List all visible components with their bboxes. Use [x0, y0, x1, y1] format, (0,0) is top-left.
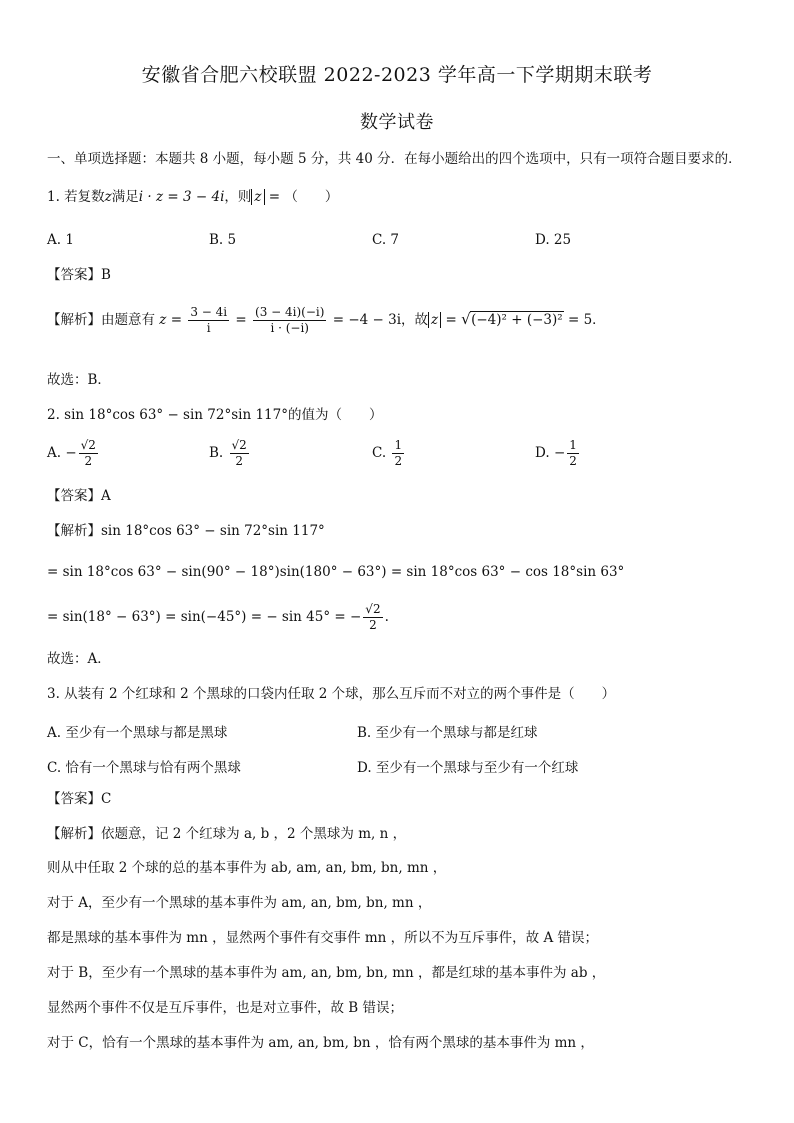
q1-analysis-label: 【解析】由题意有 [47, 312, 155, 328]
q2-option-a-label: A. [47, 445, 62, 461]
q2-option-b-label: B. [209, 445, 224, 461]
q1-stem-b: 满足 [111, 189, 139, 205]
q1-abs-z: z [428, 312, 441, 328]
q2-analysis-3-end: . [384, 609, 389, 625]
q3-analysis-line-2: 则从中任取 2 个球的总的基本事件为 ab, am, an, bm, bn, mn ， [47, 860, 447, 876]
q1-sqrt-body: (−4)² + (−3)² [471, 312, 563, 328]
q2-option-c-den: 2 [394, 454, 403, 468]
q2-stem: 2. sin 18°cos 63° − sin 72°sin 117°的值为（ ） [47, 407, 383, 423]
q3-analysis-line-7: 对于 C，恰有一个黑球的基本事件为 am, an, bm, bn ，恰有两个黑球的基本事件为 mn ， [47, 1035, 594, 1051]
q3-analysis-line-6: 显然两个事件不仅是互斥事件，也是对立事件，故 B 错误； [47, 1000, 404, 1016]
q1-fraction-2 [253, 305, 326, 336]
q1-eq2: = −4 − 3i，故 [332, 312, 429, 328]
q1-stem-c: ，则 [224, 189, 252, 205]
radical-icon: √ [461, 310, 471, 328]
document-title: 安徽省合肥六校联盟 2022-2023 学年高一下学期期末联考 [141, 64, 653, 86]
q3-analysis-line-4: 都是黑球的基本事件为 mn ，显然两个事件有交事件 mn ，所以不为互斥事件，故 A 错误； [47, 930, 598, 946]
q1-analysis [47, 305, 606, 336]
q2-option-c-fraction [392, 438, 404, 469]
q2-option-b-fraction [230, 438, 249, 469]
q1-f2-num: (3 − 4i)(−i) [255, 305, 325, 319]
q2-option-d-den: 2 [569, 454, 577, 468]
document-subtitle: 数学试卷 [360, 112, 434, 133]
q2-analysis-3-fraction [363, 602, 382, 633]
q1-fraction-1 [188, 305, 229, 336]
q1-stem-a: 1. 若复数 [47, 189, 105, 205]
q3-analysis-line-5: 对于 B，至少有一个黑球的基本事件为 am, an, bm, bn, mn ，都是红球的基本事件为 ab ， [47, 965, 606, 981]
q2-analysis-3 [47, 602, 389, 633]
q3-option-d: D. 至少有一个黑球与至少有一个红球 [357, 760, 579, 776]
q1-option-c: C. 7 [372, 232, 400, 248]
q1-eq4: = 5． [567, 312, 606, 328]
q1-z: z = [159, 312, 183, 328]
q2-answer: 【答案】A [47, 488, 111, 504]
q3-option-a: A. 至少有一个黑球与都是黑球 [47, 725, 228, 741]
q2-option-a [47, 438, 100, 469]
q2-option-a-den: 2 [84, 454, 93, 468]
q1-f2-den: i · (−i) [270, 321, 309, 335]
q1-eq1: = [235, 312, 247, 328]
q2-option-b-den: 2 [235, 454, 243, 468]
q2-choose: 故选：A． [47, 651, 111, 667]
q2-option-b [209, 438, 251, 469]
q1-stem-eq: i · z = 3 − 4i [138, 189, 225, 205]
q1-f1-den: i [206, 321, 211, 335]
q1-stem-var: z [104, 189, 112, 205]
q2-option-a-sign: − [65, 445, 77, 461]
q1-option-a: A. 1 [47, 232, 74, 248]
q1-stem [47, 189, 338, 205]
q2-option-c-label: C. [372, 445, 387, 461]
q2-analysis-2: = sin 18°cos 63° − sin(90° − 18°)sin(180° − 63°) = sin 18°cos 63° − cos 18°sin 63° [47, 564, 625, 580]
q2-option-d [535, 438, 581, 469]
q1-sqrt [461, 312, 564, 328]
q1-option-d: D. 25 [535, 232, 572, 248]
q2-option-d-sign: − [553, 445, 566, 461]
q3-analysis-line-3: 对于 A，至少有一个黑球的基本事件为 am, an, bm, bn, mn ， [47, 895, 432, 911]
q1-choose: 故选：B． [47, 372, 111, 388]
q2-option-a-num: √2 [80, 438, 96, 452]
q1-stem-d: = （ ） [264, 189, 339, 205]
q1-f1-num: 3 − 4i [190, 305, 228, 319]
q2-analysis-1: 【解析】sin 18°cos 63° − sin 72°sin 117° [47, 523, 325, 539]
q2-option-b-num: √2 [231, 438, 247, 452]
q2-option-d-num: 1 [569, 438, 577, 452]
q2-option-d-fraction [567, 438, 579, 469]
q2-analysis-3-num: √2 [365, 602, 381, 616]
q2-analysis-3-den: 2 [369, 618, 377, 632]
q2-option-c-num: 1 [394, 438, 403, 452]
q1-option-b: B. 5 [209, 232, 237, 248]
q1-stem-abs: z [251, 189, 264, 205]
q3-option-b: B. 至少有一个黑球与都是红球 [357, 725, 538, 741]
q2-option-a-fraction [79, 438, 98, 469]
q1-eq3: = [441, 312, 457, 328]
q2-option-c [372, 438, 406, 469]
q2-option-d-label: D. [535, 445, 550, 461]
q3-answer: 【答案】C [47, 791, 112, 807]
section-heading: 一、单项选择题：本题共 8 小题，每小题 5 分，共 40 分．在每小题给出的四个选项中，只有一项符合题目要求的． [47, 151, 742, 167]
q3-option-c: C. 恰有一个黑球与恰有两个黑球 [47, 760, 241, 776]
q2-analysis-3-text: = sin(18° − 63°) = sin(−45°) = − sin 45° = − [47, 609, 362, 625]
q3-stem: 3. 从装有 2 个红球和 2 个黑球的口袋内任取 2 个球，那么互斥而不对立的两个事件是（ ） [47, 686, 616, 702]
q3-analysis-line-1: 【解析】依题意，记 2 个红球为 a, b ，2 个黑球为 m, n ， [47, 826, 407, 842]
q1-answer: 【答案】B [47, 267, 111, 283]
